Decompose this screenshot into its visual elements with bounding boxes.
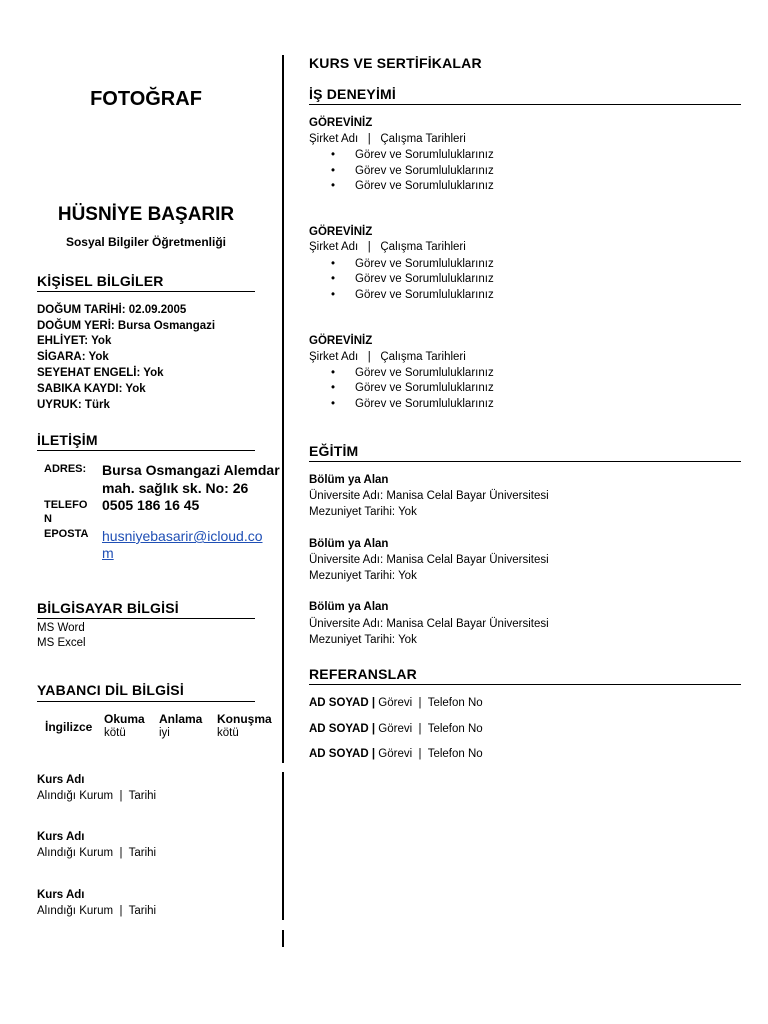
education-graduation: Mezuniyet Tarihi: Yok xyxy=(309,506,417,518)
job-role: GÖREVİNİZ xyxy=(309,117,373,129)
language-name: İngilizce xyxy=(45,720,93,734)
job-duty: • Görev ve Sorumluluklarınız xyxy=(355,398,494,410)
language-column-label: Okuma xyxy=(104,712,145,726)
references-heading: REFERANSLAR xyxy=(309,666,417,682)
language-column-value: kötü xyxy=(104,727,126,739)
experience-heading: İŞ DENEYİMİ xyxy=(309,86,396,102)
person-name: HÜSNİYE BAŞARIR xyxy=(57,204,235,225)
job-duty: • Görev ve Sorumluluklarınız xyxy=(355,289,494,301)
personal-info-heading: KİŞİSEL BİLGİLER xyxy=(37,273,164,289)
reference-item xyxy=(309,723,483,735)
phone-value: 0505 186 16 45 xyxy=(102,497,200,513)
reference-name: AD SOYAD xyxy=(309,748,369,760)
column-divider-top xyxy=(282,55,284,763)
reference-separator: | xyxy=(371,697,376,709)
column-divider-bottom xyxy=(282,772,284,920)
reference-separator: | xyxy=(371,748,376,760)
education-heading: EĞİTİM xyxy=(309,443,359,459)
job-duty: • Görev ve Sorumluluklarınız xyxy=(355,180,494,192)
course-name: Kurs Adı xyxy=(37,831,85,843)
references-rule xyxy=(309,684,741,685)
photo-placeholder: FOTOĞRAF xyxy=(90,88,202,110)
job-duty: • Görev ve Sorumluluklarınız xyxy=(355,273,494,285)
language-column-value: kötü xyxy=(217,727,239,739)
contact-rule xyxy=(37,450,255,451)
personal-line: UYRUK: Türk xyxy=(37,399,110,411)
course-detail: Alındığı Kurum | Tarihi xyxy=(37,790,157,802)
job-company: Şirket Adı | Çalışma Tarihleri xyxy=(309,241,466,253)
personal-line: DOĞUM YERİ: Bursa Osmangazi xyxy=(37,320,216,332)
address-line-1: Bursa Osmangazi Alemdar xyxy=(102,462,280,478)
personal-line: EHLİYET: Yok xyxy=(37,335,112,347)
experience-rule xyxy=(309,104,741,105)
course-detail: Alındığı Kurum | Tarihi xyxy=(37,905,157,917)
reference-name: AD SOYAD xyxy=(309,723,369,735)
language-column-label: Konuşma xyxy=(217,712,272,726)
personal-line: DOĞUM TARİHİ: 02.09.2005 xyxy=(37,304,187,316)
education-university: Üniversite Adı: Manisa Celal Bayar Üniversitesi xyxy=(309,618,549,630)
personal-line: SABIKA KAYDI: Yok xyxy=(37,383,146,395)
job-role: GÖREVİNİZ xyxy=(309,335,373,347)
reference-details: Görevi | Telefon No xyxy=(378,697,483,709)
languages-rule xyxy=(37,701,255,702)
education-graduation: Mezuniyet Tarihi: Yok xyxy=(309,634,417,646)
computer-skills-rule xyxy=(37,618,255,619)
person-title: Sosyal Bilgiler Öğretmenliği xyxy=(65,235,227,249)
course-name: Kurs Adı xyxy=(37,889,85,901)
phone-label: TELEFO xyxy=(44,499,88,511)
reference-details: Görevi | Telefon No xyxy=(378,723,483,735)
education-graduation: Mezuniyet Tarihi: Yok xyxy=(309,570,417,582)
address-label: ADRES: xyxy=(44,463,87,475)
education-university: Üniversite Adı: Manisa Celal Bayar Üniversitesi xyxy=(309,554,549,566)
address-line-2: mah. sağlık sk. No: 26 xyxy=(102,480,249,496)
job-duty: • Görev ve Sorumluluklarınız xyxy=(355,382,494,394)
course-detail: Alındığı Kurum | Tarihi xyxy=(37,847,157,859)
contact-heading: İLETİŞİM xyxy=(37,432,98,448)
reference-name: AD SOYAD xyxy=(309,697,369,709)
job-company: Şirket Adı | Çalışma Tarihleri xyxy=(309,351,466,363)
personal-line: SİGARA: Yok xyxy=(37,351,109,363)
computer-skills-heading: BİLGİSAYAR BİLGİSİ xyxy=(37,600,179,616)
job-duty: • Görev ve Sorumluluklarınız xyxy=(355,149,494,161)
personal-info-rule xyxy=(37,291,255,292)
languages-heading: YABANCI DİL BİLGİSİ xyxy=(37,682,184,698)
personal-line: SEYEHAT ENGELİ: Yok xyxy=(37,367,164,379)
course-name: Kurs Adı xyxy=(37,774,85,786)
language-column-label: Anlama xyxy=(159,712,203,726)
job-duty: • Görev ve Sorumluluklarınız xyxy=(355,258,494,270)
education-field: Bölüm ya Alan xyxy=(309,538,389,550)
reference-item xyxy=(309,748,483,760)
email-link-wrap[interactable]: m xyxy=(102,545,114,561)
column-divider-tail xyxy=(282,930,284,947)
computer-skill-item: MS Excel xyxy=(37,637,86,649)
job-company: Şirket Adı | Çalışma Tarihleri xyxy=(309,133,466,145)
email-label: EPOSTA xyxy=(44,528,89,540)
education-field: Bölüm ya Alan xyxy=(309,601,389,613)
language-column-value: iyi xyxy=(159,727,170,739)
reference-details: Görevi | Telefon No xyxy=(378,748,483,760)
job-role: GÖREVİNİZ xyxy=(309,226,373,238)
phone-label-wrap: N xyxy=(44,513,52,525)
computer-skill-item: MS Word xyxy=(37,622,85,634)
education-university: Üniversite Adı: Manisa Celal Bayar Üniversitesi xyxy=(309,490,549,502)
job-duty: • Görev ve Sorumluluklarınız xyxy=(355,367,494,379)
reference-item xyxy=(309,697,483,709)
reference-separator: | xyxy=(371,723,376,735)
courses-certificates-heading: KURS VE SERTİFİKALAR xyxy=(309,55,482,71)
job-duty: • Görev ve Sorumluluklarınız xyxy=(355,165,494,177)
email-link[interactable]: husniyebasarir@icloud.co xyxy=(102,528,263,544)
education-rule xyxy=(309,461,741,462)
education-field: Bölüm ya Alan xyxy=(309,474,389,486)
